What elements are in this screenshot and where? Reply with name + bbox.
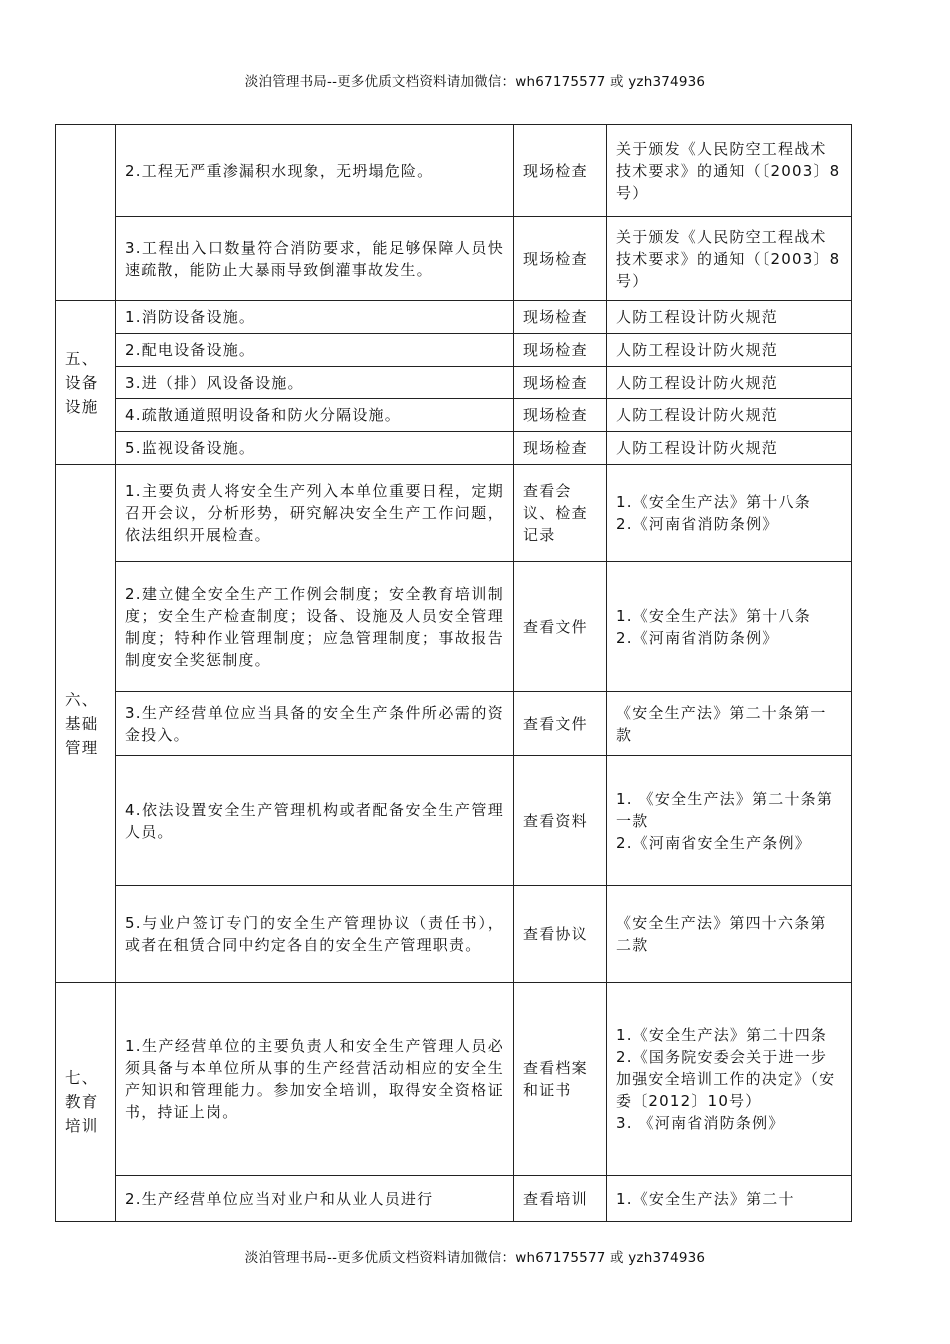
basis-line: 2.《河南省安全生产条例》 — [616, 833, 811, 852]
basis-line: 关于颁发《人民防空工程战术技术要求》的通知（〔2003〕8号） — [616, 227, 841, 290]
item-cell: 1.主要负责人将安全生产列入本单位重要日程，定期召开会议，分析形势，研究解决安全生产工作问题，依法组织开展检查。 — [116, 465, 514, 562]
basis-cell — [607, 465, 852, 562]
table-row — [56, 399, 852, 432]
basis-cell — [607, 756, 852, 886]
item-cell: 1.生产经营单位的主要负责人和安全生产管理人员必须具备与本单位所从事的生产经营活动相应的安全生产知识和管理能力。参加安全培训，取得安全资格证书，持证上岗。 — [116, 983, 514, 1176]
table-row — [56, 562, 852, 692]
basis-line: 人防工程设计防火规范 — [616, 439, 779, 457]
item-cell: 2.生产经营单位应当对业户和从业人员进行 — [116, 1176, 514, 1222]
method-cell: 查看会议、检查记录 — [514, 465, 607, 562]
method-cell: 现场检查 — [514, 217, 607, 301]
table-row — [56, 983, 852, 1176]
method-cell: 现场检查 — [514, 432, 607, 465]
item-cell: 4.依法设置安全生产管理机构或者配备安全生产管理人员。 — [116, 756, 514, 886]
basis-line: 3. 《河南省消防条例》 — [616, 1114, 785, 1132]
basis-line: 1.《安全生产法》第十八条 — [616, 493, 811, 511]
basis-line: 1. 《安全生产法》第二十条第一款 — [616, 789, 834, 830]
basis-cell — [607, 562, 852, 692]
table-row — [56, 886, 852, 983]
table-row — [56, 465, 852, 562]
basis-line: 人防工程设计防火规范 — [616, 341, 779, 359]
method-cell: 查看培训 — [514, 1176, 607, 1222]
item-cell: 3.进（排）风设备设施。 — [116, 367, 514, 399]
category-cell: 五、设备设施 — [56, 301, 116, 465]
table-row — [56, 301, 852, 334]
category-cell: 六、基础管理 — [56, 465, 116, 983]
method-cell: 现场检查 — [514, 301, 607, 334]
item-cell: 1.消防设备设施。 — [116, 301, 514, 334]
table-row — [56, 1176, 852, 1222]
table-row — [56, 692, 852, 756]
method-cell: 查看协议 — [514, 886, 607, 983]
basis-line: 1.《安全生产法》第二十四条 — [616, 1026, 828, 1044]
category-cell — [56, 125, 116, 301]
table-row — [56, 125, 852, 217]
basis-line: 关于颁发《人民防空工程战术技术要求》的通知（〔2003〕8号） — [616, 139, 841, 202]
basis-cell — [607, 983, 852, 1176]
category-cell: 七、教育培训 — [56, 983, 116, 1222]
table-row — [56, 217, 852, 301]
table-row — [56, 367, 852, 399]
basis-cell — [607, 432, 852, 465]
basis-cell — [607, 301, 852, 334]
method-cell: 查看资料 — [514, 756, 607, 886]
basis-cell — [607, 692, 852, 756]
basis-line: 人防工程设计防火规范 — [616, 373, 779, 392]
inspection-table — [55, 124, 852, 1222]
method-cell: 现场检查 — [514, 367, 607, 399]
basis-cell — [607, 886, 852, 983]
method-cell: 查看档案和证书 — [514, 983, 607, 1176]
basis-line: 2.《国务院安委会关于进一步加强安全培训工作的决定》（安委〔2012〕10号） — [616, 1048, 836, 1110]
basis-line: 《安全生产法》第二十条第一款 — [616, 703, 827, 744]
basis-line: 人防工程设计防火规范 — [616, 308, 779, 326]
item-cell: 2.配电设备设施。 — [116, 334, 514, 367]
basis-line: 1.《安全生产法》第二十 — [616, 1189, 795, 1208]
basis-line: 《安全生产法》第四十六条第二款 — [616, 914, 827, 954]
method-cell: 查看文件 — [514, 562, 607, 692]
item-cell: 5.监视设备设施。 — [116, 432, 514, 465]
item-cell: 5.与业户签订专门的安全生产管理协议（责任书），或者在租赁合同中约定各自的安全生产管理职责。 — [116, 886, 514, 983]
item-cell: 2.建立健全安全生产工作例会制度；安全教育培训制度；安全生产检查制度；设备、设施及人员安全管理制度；特种作业管理制度；应急管理制度；事故报告制度安全奖惩制度。 — [116, 562, 514, 692]
table-row — [56, 756, 852, 886]
method-cell: 现场检查 — [514, 125, 607, 217]
page-header: 淡泊管理书局--更多优质文档资料请加微信：wh67175577 或 yzh374936 — [244, 74, 706, 90]
page-footer: 淡泊管理书局--更多优质文档资料请加微信：wh67175577 或 yzh374936 — [244, 1250, 706, 1266]
item-cell: 4.疏散通道照明设备和防火分隔设施。 — [116, 399, 514, 432]
basis-cell — [607, 367, 852, 399]
table-row — [56, 334, 852, 367]
basis-cell — [607, 1176, 852, 1222]
method-cell: 查看文件 — [514, 692, 607, 756]
basis-line: 2.《河南省消防条例》 — [616, 628, 779, 647]
basis-cell — [607, 334, 852, 367]
basis-cell — [607, 399, 852, 432]
basis-cell — [607, 217, 852, 301]
item-cell: 3.工程出入口数量符合消防要求，能足够保障人员快速疏散，能防止大暴雨导致倒灌事故发生。 — [116, 217, 514, 301]
basis-cell — [607, 125, 852, 217]
item-cell: 3.生产经营单位应当具备的安全生产条件所必需的资金投入。 — [116, 692, 514, 756]
method-cell: 现场检查 — [514, 334, 607, 367]
basis-line: 1.《安全生产法》第十八条 — [616, 606, 811, 625]
table-row — [56, 432, 852, 465]
method-cell: 现场检查 — [514, 399, 607, 432]
basis-line: 2.《河南省消防条例》 — [616, 515, 779, 533]
item-cell: 2.工程无严重渗漏积水现象，无坍塌危险。 — [116, 125, 514, 217]
basis-line: 人防工程设计防火规范 — [616, 406, 779, 424]
